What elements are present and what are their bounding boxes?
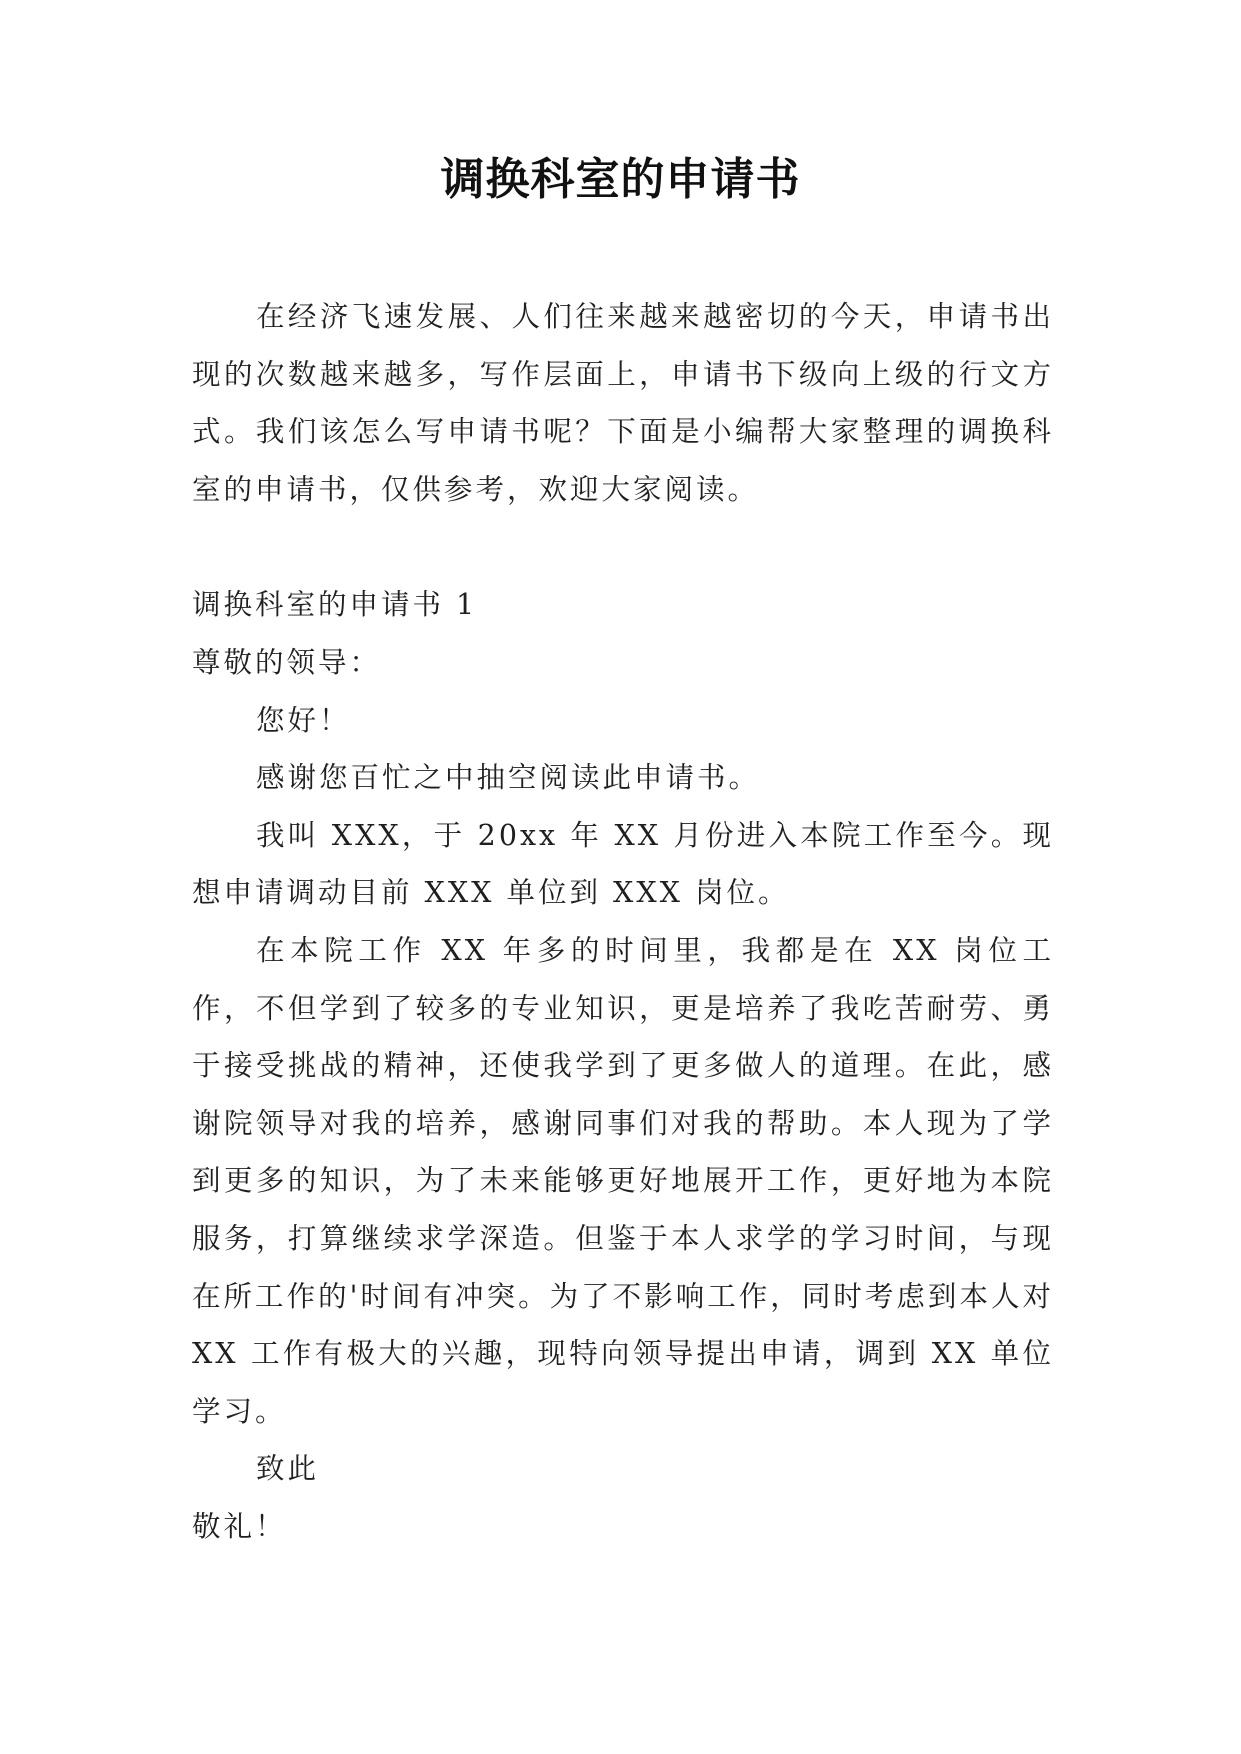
request-reason-paragraph: 在本院工作 XX 年多的时间里，我都是在 XX 岗位工作，不但学到了较多的专业知识，更是培养了我吃苦耐劳、勇于接受挑战的精神，还使我学到了更多做人的道理。在此，感谢院领导对我的培养，感谢同事们对我的帮助。本人现为了学到更多的知识，为了未来能够更好地展开工作，更好地为本院服务，打算继续求学深造。但鉴于本人求学的学习时间，与现在所工作的'时间有冲突。为了不影响工作，同时考虑到本人对 XX 工作有极大的兴趣，现特向领导提出申请，调到 XX 单位学习。 — [192, 933, 1054, 1428]
salutation: 尊敬的领导： — [192, 645, 382, 679]
section-heading: 调换科室的申请书 1 — [192, 588, 478, 622]
document-body — [192, 288, 1054, 1555]
thanks-paragraph: 感谢您百忙之中抽空阅读此申请书。 — [256, 761, 761, 795]
intro-paragraph: 在经济飞速发展、人们往来越来越密切的今天，申请书出现的次数越来越多，写作层面上，申请书下级向上级的行文方式。我们该怎么写申请书呢？下面是小编帮大家整理的调换科室的申请书，仅供参考，欢迎大家阅读。 — [192, 300, 1054, 506]
salute-line: 敬礼！ — [192, 1509, 287, 1543]
greeting: 您好！ — [256, 703, 351, 737]
document-title: 调换科室的申请书 — [440, 154, 801, 205]
closing-line: 致此 — [256, 1452, 320, 1486]
paragraph-gap — [192, 518, 1054, 576]
self-introduction-paragraph: 我叫 XXX，于 20xx 年 XX 月份进入本院工作至今。现想申请调动目前 XXX 单位到 XXX 岗位。 — [192, 818, 1054, 910]
